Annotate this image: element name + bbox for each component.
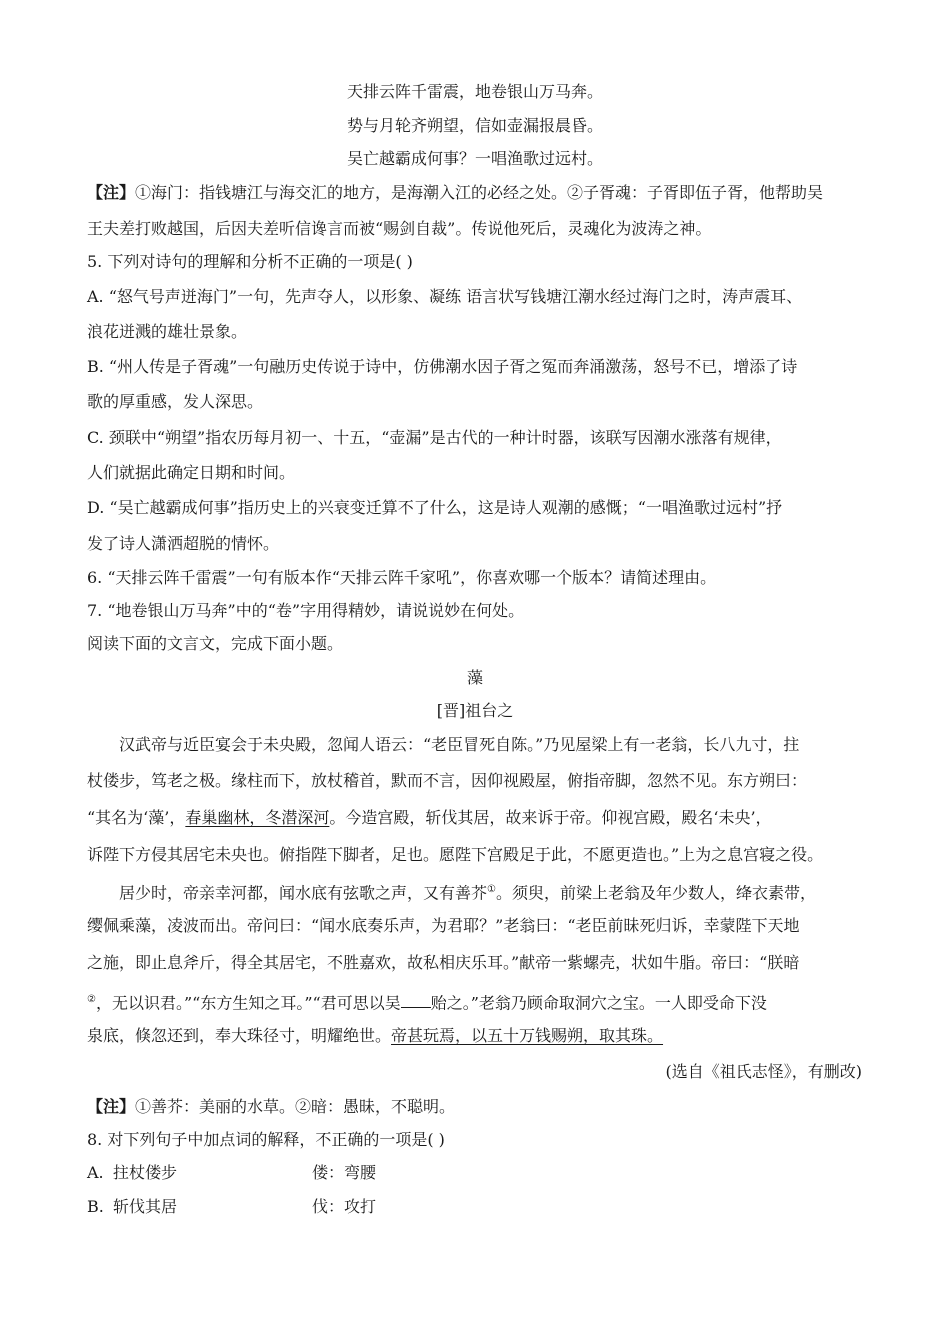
- poem-line-2: 势与月轮齐朔望，信如壶漏报晨昏。: [346, 116, 603, 135]
- poem-note-line-2: 王夫差打败越国，后因夫差听信谗言而被“赐剑自裁”。传说他死后，灵魂化为波涛之神。: [87, 219, 712, 238]
- classical-author: [晋]祖台之: [436, 701, 514, 720]
- poem-note-line-1: [87, 183, 823, 203]
- underlined-sentence-2: 帝甚玩焉，以五十万钱赐朔，取其珠。: [391, 1026, 664, 1045]
- classical-p2-line-5: [87, 1026, 663, 1046]
- classical-p2-line-1-start: 居少时，帝亲幸河都，闻水底有弦歌之声，又有善芥: [119, 883, 488, 903]
- q8-option-a-explanation: 偻：弯腰: [312, 1163, 377, 1182]
- classical-p2-line-5-start: 泉底，倏忽还到，奉大珠径寸，明耀绝世。: [87, 1026, 392, 1045]
- q5-option-c-line-1: C. 颈联中“朔望”指农历每月初一、十五，“壶漏”是古代的一种计时器，该联写因潮水涨落有规律，: [87, 428, 782, 447]
- classical-p2-line-1: [119, 880, 816, 903]
- q8-option-a-label: A.: [87, 1163, 104, 1182]
- source-citation: (选自《祖氏志怪》，有删改): [665, 1062, 862, 1081]
- poem-note-text-1: ①海门：指钱塘江与海交汇的地方，是海潮入江的必经之处。②子胥魂：子胥即伍子胥，他帮助吴: [135, 183, 824, 202]
- poem-line-3: 吴亡越霸成何事？一唱渔歌过远村。: [346, 149, 603, 168]
- poem-line-1: 天排云阵千雷震，地卷银山万马奔。: [346, 82, 603, 101]
- classical-p2-line-4-start: ，无以识君。”“东方生知之耳。”“君可思以吴: [95, 993, 401, 1013]
- classical-note-text: ①善芥：美丽的水草。②暗：愚昧，不聪明。: [135, 1097, 456, 1116]
- classical-p1-line-4: 诉陛下方侵其居宅未央也。俯指陛下脚者，足也。愿陛下宫殿足于此，不愿更造也。”上为之息宫寝之役。: [87, 845, 824, 864]
- q5-option-b-line-1: B. “州人传是子胥魂”一句融历史传说于诗中，仿佛潮水因子胥之冤而奔涌激荡，怒号不已，增添了诗: [87, 357, 798, 376]
- classical-title: 藻: [466, 668, 483, 687]
- q5-option-c-line-2: 人们就据此确定日期和时间。: [87, 463, 296, 482]
- classical-p1-line-1: 汉武帝与近臣宴会于未央殿，忽闻人语云：“老臣冒死自陈。”乃见屋梁上有一老翁，长八九寸，拄: [119, 735, 800, 754]
- underlined-sentence-1: 春巢幽林，冬潜深河: [185, 808, 330, 827]
- classical-p1-line-3: [87, 808, 772, 828]
- footnote-marker-2: ②: [87, 994, 96, 1005]
- classical-p2-line-3: 之施，即止息斧斤，得全其居宅，不胜嘉欢，故私相庆乐耳。”献帝一紫螺壳，状如牛脂。帝曰：“朕暗: [87, 953, 800, 972]
- question-7: 7. “地卷银山万马奔”中的“卷”字用得精妙，请说说妙在何处。: [87, 601, 525, 620]
- q5-option-a-line-2: 浪花迸溅的雄壮景象。: [87, 322, 248, 341]
- q5-option-b-line-2: 歌的厚重感，发人深思。: [87, 392, 264, 411]
- q5-option-d-line-1: D. “吴亡越霸成何事”指历史上的兴衰变迁算不了什么，这是诗人观潮的感慨；“一唱渔歌过远村”抒: [87, 498, 783, 517]
- q8-option-b-label: B.: [87, 1197, 104, 1216]
- fill-in-blank: [401, 993, 431, 1008]
- note-tag: 【注】: [87, 1097, 136, 1116]
- q5-option-a-line-1: A. “怒气号声迸海门”一句，先声夺人，以形象、凝练 语言状写钱塘江潮水经过海门之时，涛声震耳、: [87, 287, 803, 306]
- q8-option-b-text: 斩伐其居: [113, 1197, 178, 1216]
- question-6: 6. “天排云阵千雷震”一句有版本作“天排云阵千家吼”，你喜欢哪一个版本？请简述理由。: [87, 568, 717, 587]
- classical-p2-line-4: [87, 990, 767, 1013]
- classical-p1-line-3-start: “其名为‘藻’，: [87, 808, 186, 827]
- classical-p2-line-1-end: 。须臾，前梁上老翁及年少数人，绛衣素带，: [495, 883, 816, 903]
- footnote-marker-1: ①: [487, 884, 496, 895]
- reading-intro: 阅读下面的文言文，完成下面小题。: [87, 634, 344, 653]
- q8-option-a-text: 拄杖偻步: [113, 1163, 178, 1182]
- q5-option-d-line-2: 发了诗人潇洒超脱的情怀。: [87, 534, 280, 553]
- q8-option-b-explanation: 伐：攻打: [312, 1197, 377, 1216]
- classical-p1-line-2: 杖偻步，笃老之极。缘柱而下，放杖稽首，默而不言，因仰视殿屋，俯指帝脚，忽然不见。东方朔曰：: [87, 771, 808, 790]
- classical-note: [87, 1097, 455, 1117]
- classical-p2-line-2: 缨佩乘藻，凌波而出。帝问曰：“闻水底奏乐声，为君耶？”老翁曰：“老臣前昧死归诉，幸蒙陛下天地: [87, 916, 800, 935]
- classical-p1-line-3-end: 。今造宫殿，斩伐其居，故来诉于帝。仰视宫殿，殿名‘未央’，: [329, 808, 772, 827]
- question-8-stem: 8. 对下列句子中加点词的解释，不正确的一项是( ): [87, 1130, 445, 1149]
- question-5-stem: 5. 下列对诗句的理解和分析不正确的一项是( ): [87, 252, 413, 271]
- note-tag: 【注】: [87, 183, 136, 202]
- classical-p2-line-4-end: 贻之。”老翁乃顾命取洞穴之宝。一人即受命下没: [430, 993, 767, 1013]
